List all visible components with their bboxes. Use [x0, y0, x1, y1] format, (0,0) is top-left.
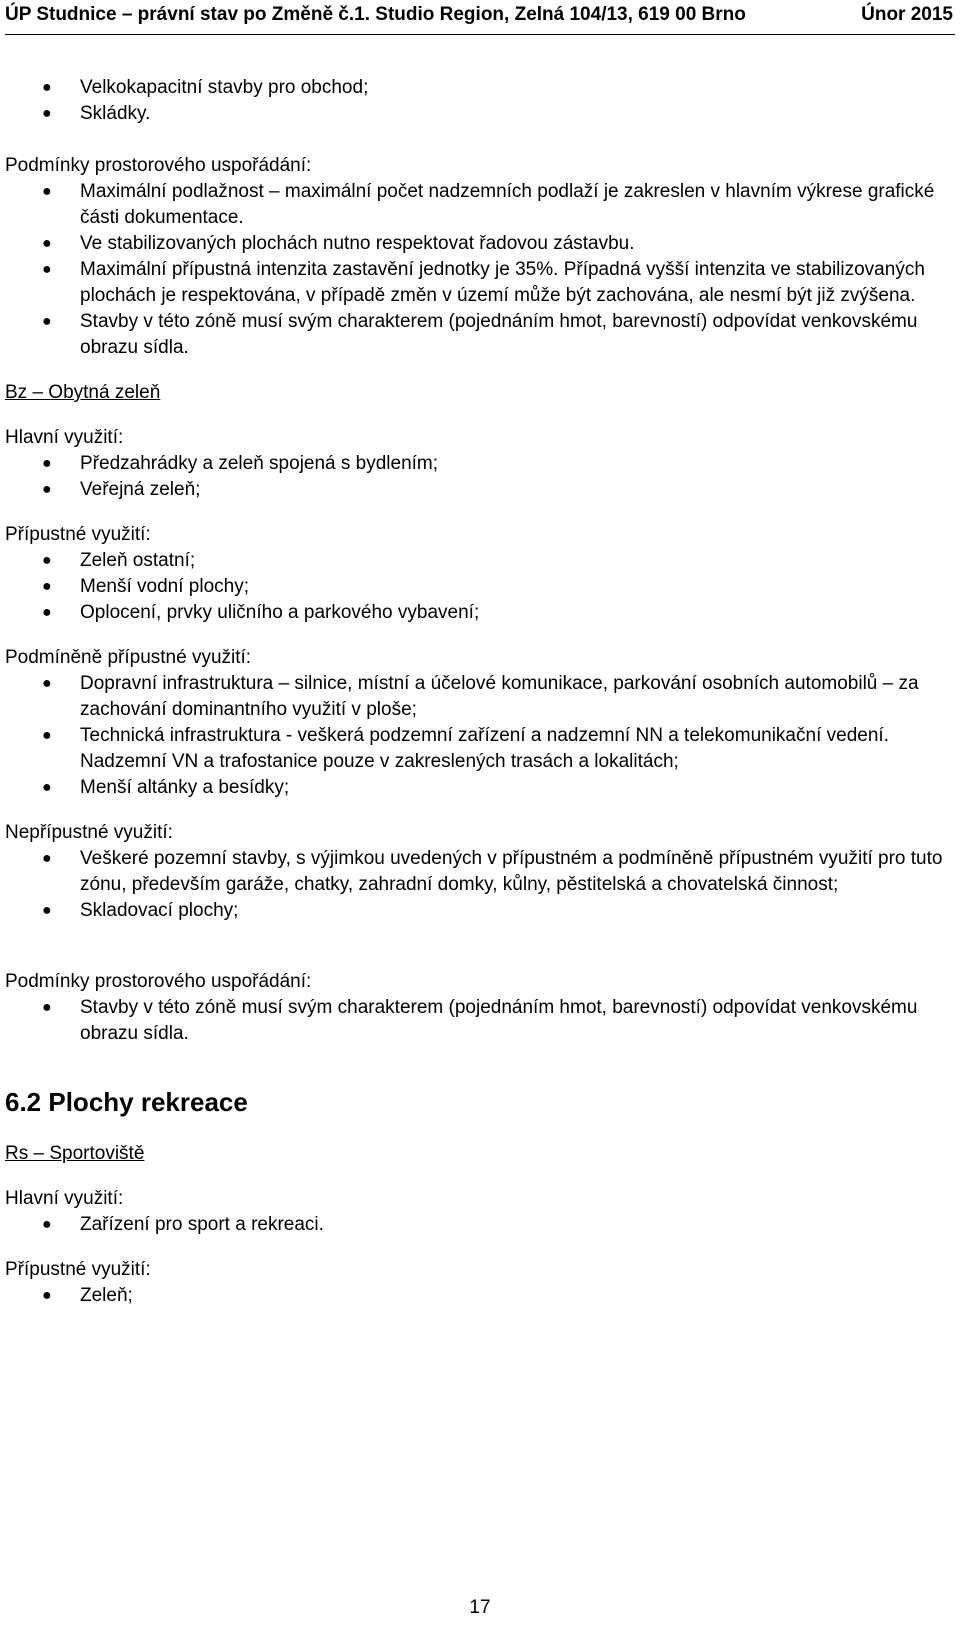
header-title: ÚP Studnice – právní stav po Změně č.1. Studio Region, Zelná 104/13, 619 00 Brno	[5, 4, 746, 25]
rs-main-use-list	[5, 1212, 957, 1238]
list-item: ● Menší vodní plochy;	[5, 574, 957, 600]
list-item: ● Dopravní infrastruktura – silnice, místní a účelové komunikace, parkování osobních automobilů – za zachování dominantního využití v ploše;	[42, 673, 919, 720]
spatial-conditions-heading: Podmínky prostorového uspořádání:	[5, 155, 312, 176]
bullet-icon: ●	[42, 79, 52, 96]
bullet-icon: ●	[42, 604, 52, 621]
bullet-icon: ●	[42, 481, 52, 498]
rs-code: Rs	[5, 1143, 29, 1164]
bz-forbidden-use-list	[5, 846, 957, 924]
intro-list	[5, 75, 957, 127]
bullet-icon: ●	[42, 1287, 52, 1304]
bullet-icon: ●	[42, 578, 52, 595]
rs-permitted-use-list	[5, 1283, 957, 1309]
page-header	[5, 4, 955, 35]
bz-main-use-list	[5, 451, 957, 503]
section-heading: 6.2 Plochy rekreace	[5, 1087, 248, 1117]
rs-zone-title	[5, 1141, 957, 1167]
bz-conditional-use-heading: Podmíněně přípustné využití:	[5, 647, 252, 668]
bz-code: Bz	[5, 382, 28, 403]
bullet-icon: ●	[42, 850, 52, 867]
page-number: 17	[469, 1597, 491, 1618]
document-body	[5, 75, 957, 1309]
list-item: ● Veškeré pozemní stavby, s výjimkou uvedených v přípustném a podmíněně přípustném využití pro tuto zónu, především garáže, chatky, zahradní domky, kůlny, pěstitelská a chovatelská činnost;	[42, 848, 943, 895]
list-item: ● Maximální přípustná intenzita zastavění jednotky je 35%. Případná vyšší intenzita ve stabilizovaných plochách je respektována, v případě změn v území může být zachována, ale nesmí být již zvýšena.	[42, 259, 925, 306]
rs-permitted-use-heading: Přípustné využití:	[5, 1259, 151, 1280]
list-item: ● Technická infrastruktura - veškerá podzemní zařízení a nadzemní NN a telekomunikační vedení. Nadzemní VN a trafostanice pouze v zakreslených trasách a lokalitách;	[42, 725, 889, 772]
bullet-icon: ●	[42, 675, 52, 692]
rs-name: – Sportoviště	[28, 1143, 145, 1164]
bz-spatial-conditions-list	[5, 995, 957, 1047]
spatial-conditions-list	[5, 179, 957, 361]
list-item: ● Menší altánky a besídky;	[5, 775, 957, 801]
list-item: ● Předzahrádky a zeleň spojená s bydlením;	[5, 451, 957, 477]
bullet-icon: ●	[42, 1216, 52, 1233]
bz-zone-title	[5, 380, 957, 406]
list-item: ● Velkokapacitní stavby pro obchod;	[5, 75, 957, 101]
bullet-icon: ●	[42, 552, 52, 569]
header-date: Únor 2015	[861, 4, 953, 25]
bz-forbidden-use-heading: Nepřípustné využití:	[5, 822, 173, 843]
bullet-icon: ●	[42, 455, 52, 472]
bullet-icon: ●	[42, 183, 52, 200]
bullet-icon: ●	[42, 902, 52, 919]
bz-conditional-use-list	[5, 671, 957, 801]
list-item: ● Skladovací plochy;	[5, 898, 957, 924]
list-item: ● Zeleň ostatní;	[5, 548, 957, 574]
rs-main-use-heading: Hlavní využití:	[5, 1188, 124, 1209]
bz-permitted-use-list	[5, 548, 957, 626]
bz-main-use-heading: Hlavní využití:	[5, 427, 124, 448]
bullet-icon: ●	[42, 727, 52, 744]
bullet-icon: ●	[42, 105, 52, 122]
bz-name: – Obytná zeleň	[27, 382, 161, 403]
bz-spatial-conditions-heading: Podmínky prostorového uspořádání:	[5, 971, 312, 992]
bullet-icon: ●	[42, 235, 52, 252]
list-item: ● Stavby v této zóně musí svým charakterem (pojednáním hmot, barevností) odpovídat venkovskému obrazu sídla.	[42, 997, 918, 1044]
list-item: ● Maximální podlažnost – maximální počet nadzemních podlaží je zakreslen v hlavním výkrese grafické části dokumentace.	[42, 181, 935, 228]
list-item: ● Skládky.	[5, 101, 957, 127]
list-item: ● Oplocení, prvky uličního a parkového vybavení;	[5, 600, 957, 626]
list-item: ● Stavby v této zóně musí svým charakterem (pojednáním hmot, barevností) odpovídat venkovskému obrazu sídla.	[42, 311, 918, 358]
list-item: ● Zeleň;	[5, 1283, 957, 1309]
list-item: ● Veřejná zeleň;	[5, 477, 957, 503]
bullet-icon: ●	[42, 313, 52, 330]
bullet-icon: ●	[42, 261, 52, 278]
bullet-icon: ●	[42, 999, 52, 1016]
list-item: ● Zařízení pro sport a rekreaci.	[5, 1212, 957, 1238]
list-item: ● Ve stabilizovaných plochách nutno respektovat řadovou zástavbu.	[5, 231, 957, 257]
bz-permitted-use-heading: Přípustné využití:	[5, 524, 151, 545]
bullet-icon: ●	[42, 779, 52, 796]
